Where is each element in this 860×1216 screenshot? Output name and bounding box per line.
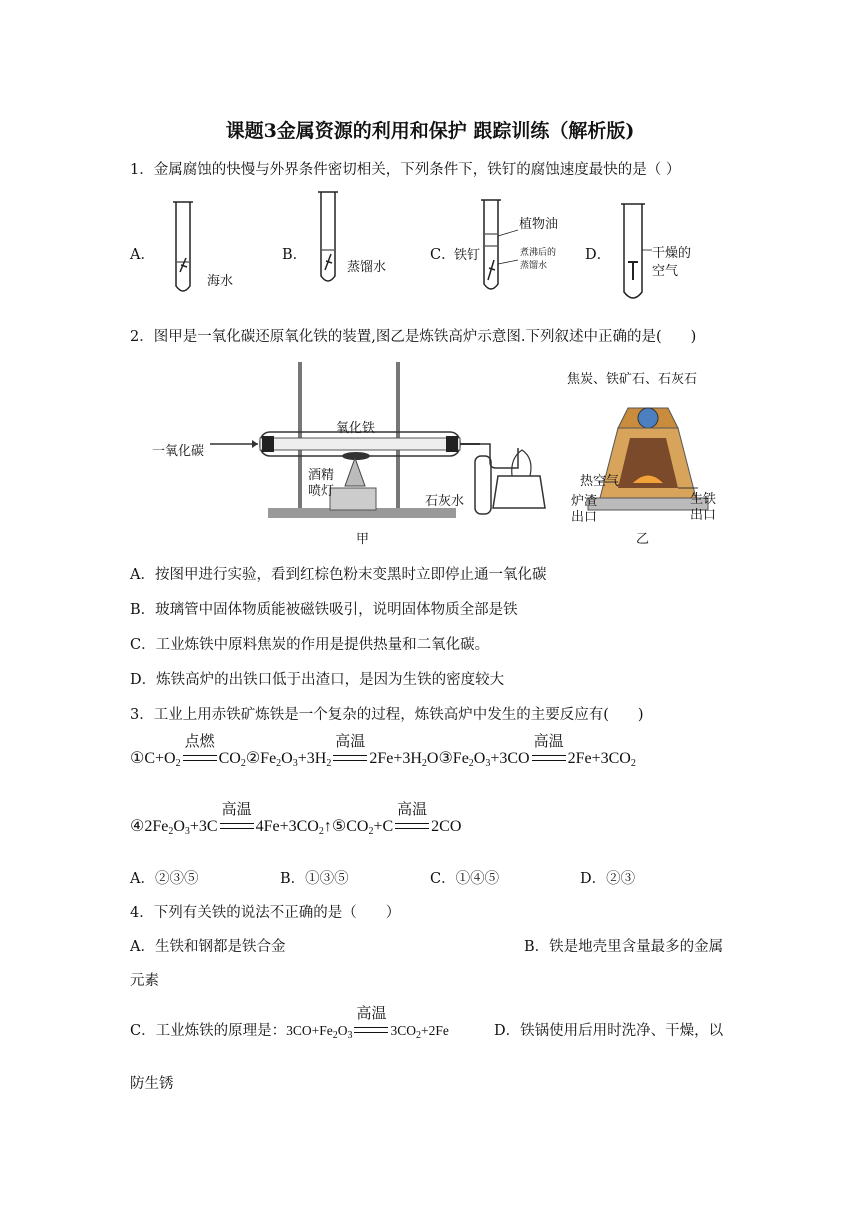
fig-jia-fe2o3-label: 氧化铁 bbox=[336, 421, 376, 436]
q4-option-b-line-2: 元素 bbox=[130, 973, 159, 989]
fig-yi-slag-label-2: 出口 bbox=[571, 510, 598, 525]
q3-stem: 3．工业上用赤铁矿炼铁是一个复杂的过程，炼铁高炉中发生的主要反应有( ) bbox=[130, 707, 644, 723]
fig-yi-top-label: 焦炭、铁矿石、石灰石 bbox=[567, 372, 698, 387]
fig-yi-iron-label-1: 生铁 bbox=[690, 492, 717, 507]
q3-equations-line-2: $④2Fe_2O_3+3C$ 高温 $4Fe+3CO_2↑⑤CO_2+C$ 高温 2CO bbox=[130, 816, 461, 838]
fig-yi-hot-air-label: 热空气 bbox=[580, 474, 620, 489]
fig-yi-slag-label-1: 炉渣 bbox=[571, 494, 598, 509]
fig-jia-lamp-label-2: 喷灯 bbox=[308, 484, 335, 499]
q4-option-d-line-1: D．铁锅使用后用时洗净、干燥，以 bbox=[494, 1023, 724, 1039]
cond-high-2: 高温 bbox=[533, 734, 564, 751]
fig-yi-iron-label-2: 出口 bbox=[690, 508, 717, 523]
q3-option-a: A．②③⑤ bbox=[130, 871, 199, 887]
cond-high-3: 高温 bbox=[221, 802, 252, 819]
fig-jia-lamp-label-1: 酒精 bbox=[308, 468, 335, 483]
q1-c-label-boiled: 煮沸后的 bbox=[520, 248, 557, 258]
page-title: 课题3金属资源的利用和保护 跟踪训练（解析版) bbox=[225, 120, 635, 142]
q1-d-label-dry: 干燥的 bbox=[652, 246, 692, 261]
q2-option-d: D．炼铁高炉的出铁口低于出渣口，是因为生铁的密度较大 bbox=[130, 672, 505, 688]
q3-equations-line-1: $①C+O_2$ 点燃 $CO_2②Fe_2O_3+3H_2$ 高温 $2Fe+3H_2O③Fe_2O_3+3CO$ 高温 $2Fe+3CO_2$ bbox=[130, 748, 636, 770]
apparatus-jia-figure bbox=[150, 358, 560, 548]
q3-option-c: C．①④⑤ bbox=[430, 871, 500, 887]
q1-option-c-letter: C． bbox=[430, 247, 456, 263]
test-tube-distilled-water-figure bbox=[315, 190, 395, 290]
cond-high-4: 高温 bbox=[397, 802, 428, 819]
q3-option-b: B．①③⑤ bbox=[280, 871, 349, 887]
q1-d-label-air: 空气 bbox=[652, 264, 679, 279]
q3-option-d: D．②③ bbox=[580, 871, 636, 887]
q1-option-d-letter: D． bbox=[585, 247, 612, 263]
q4-option-c: C．工业炼铁的原理是：$3CO+Fe_2O_3$ 高温 $3CO_2+2Fe$ bbox=[130, 1004, 449, 1041]
q2-stem: 2．图甲是一氧化碳还原氧化铁的装置,图乙是炼铁高炉示意图.下列叙述中正确的是( ) bbox=[130, 329, 697, 345]
fig-jia-limewater-label: 石灰水 bbox=[425, 494, 465, 509]
q4-stem: 4．下列有关铁的说法不正确的是（ ） bbox=[130, 905, 401, 921]
q4-cond-high: 高温 bbox=[356, 1004, 387, 1022]
q2-option-a: A．按图甲进行实验，看到红棕色粉末变黑时立即停止通一氧化碳 bbox=[130, 567, 547, 583]
q1-c-label-nail: 铁钉 bbox=[454, 248, 481, 263]
q1-option-b-letter: B． bbox=[282, 247, 308, 263]
fig-yi-caption: 乙 bbox=[636, 532, 650, 547]
q2-option-c: C．工业炼铁中原料焦炭的作用是提供热量和二氧化碳。 bbox=[130, 637, 490, 653]
q1-a-label: 海水 bbox=[207, 274, 234, 289]
q1-option-a-letter: A． bbox=[130, 247, 155, 263]
q2-option-b: B．玻璃管中固体物质能被磁铁吸引，说明固体物质全部是铁 bbox=[130, 602, 518, 618]
fig-jia-co-label: 一氧化碳 bbox=[152, 444, 205, 459]
q1-stem: 1．金属腐蚀的快慢与外界条件密切相关，下列条件下，铁钉的腐蚀速度最快的是（ ） bbox=[130, 162, 681, 178]
cond-burn: 点燃 bbox=[184, 734, 215, 751]
q1-c-label-water: 蒸馏水 bbox=[520, 261, 548, 271]
q4-option-a: A．生铁和钢都是铁合金 bbox=[130, 939, 286, 955]
q1-c-label-oil: 植物油 bbox=[519, 217, 559, 232]
cond-high-1: 高温 bbox=[335, 734, 366, 751]
q4-option-b-line-1: B．铁是地壳里含量最多的金属 bbox=[524, 939, 724, 955]
q1-b-label: 蒸馏水 bbox=[347, 260, 387, 275]
q4-option-c-prefix: C．工业炼铁的原理是： bbox=[130, 1023, 287, 1039]
fig-jia-caption: 甲 bbox=[356, 532, 370, 547]
q4-option-d-line-2: 防生锈 bbox=[130, 1076, 174, 1092]
